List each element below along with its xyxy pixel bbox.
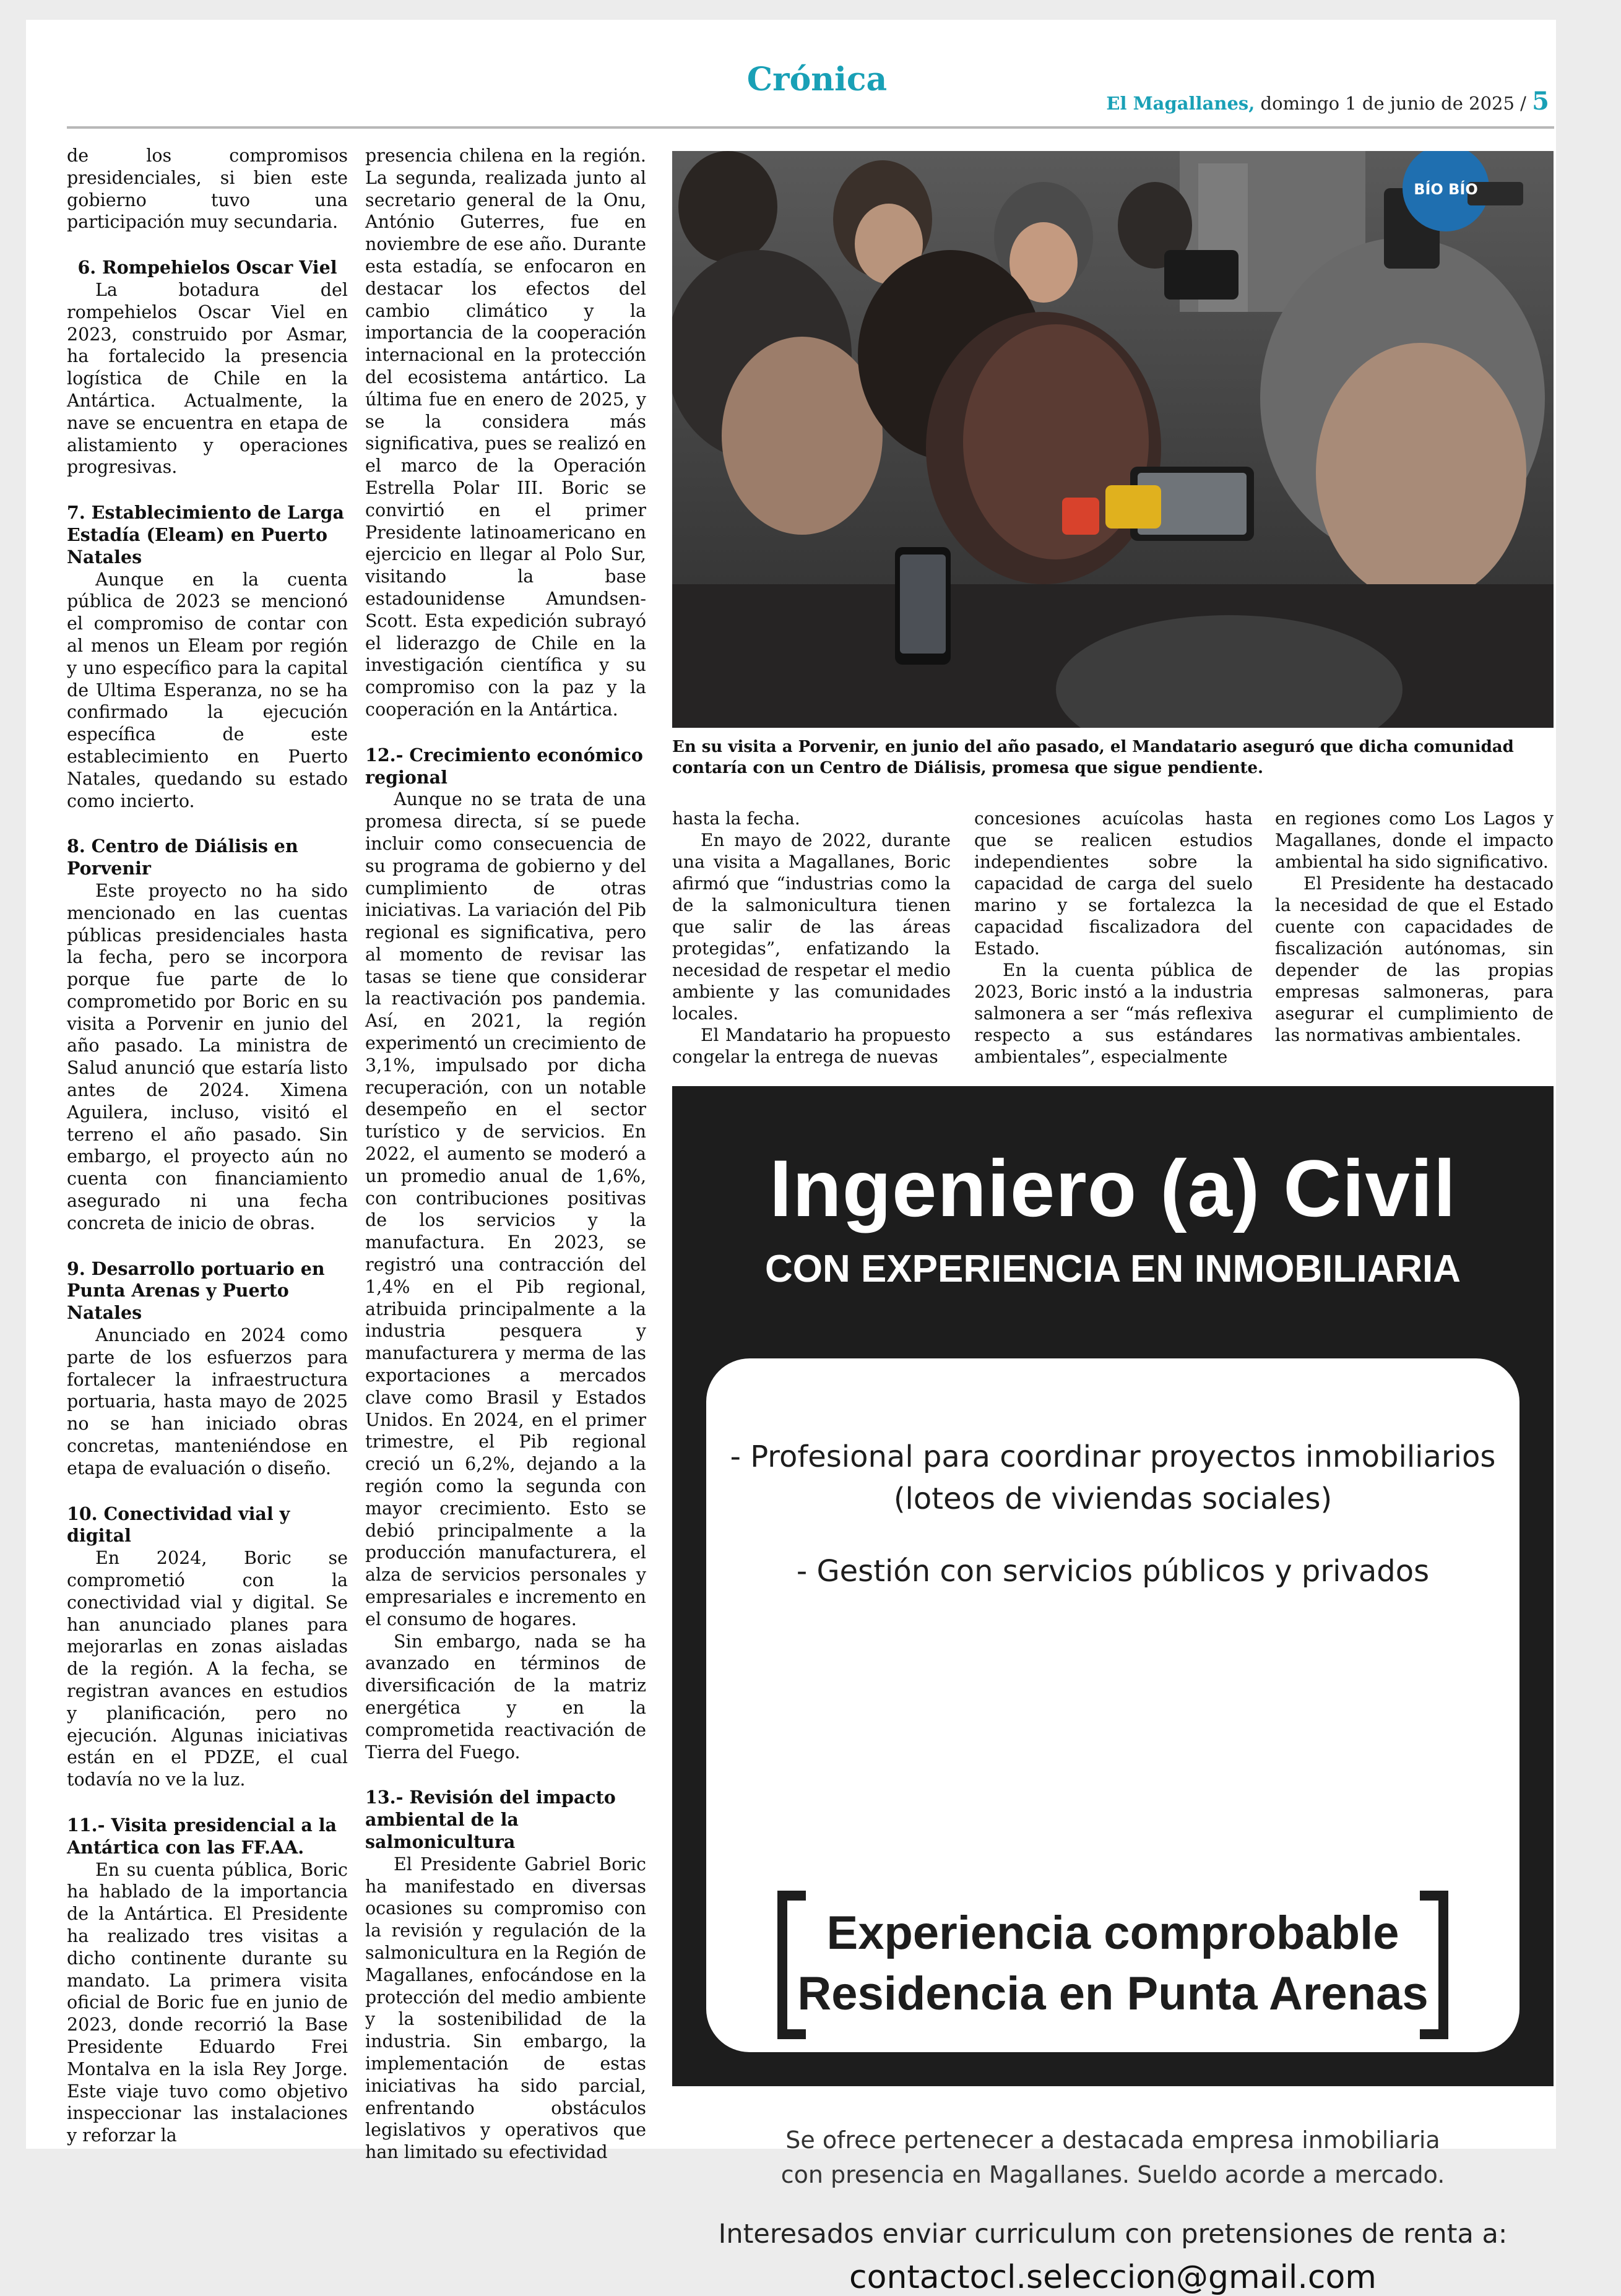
paragraph: En 2024, Boric se comprometió con la conectividad vial y digital. Se han anunciado planes para mejorarlas en zonas aisladas de la región. A la fecha, se registran avances en estudios y planificación, pero no ejecución. Algunas iniciativas están en el PDZE, el cual todavía no ve la luz. [67,1548,348,1790]
ad-contact-email[interactable]: contactocl.seleccion@gmail.com [849,2259,1377,2296]
article-column-2 [365,145,646,2164]
masthead [1106,87,1549,116]
ad-offer [706,2123,1519,2192]
article-column-5 [1275,808,1554,1046]
paragraph: hasta la fecha. [672,808,800,829]
header-rule [67,126,1554,129]
section-title: Crónica [746,61,888,98]
paragraph: Sin embargo, nada se ha avanzado en términos de diversificación de la matriz energética y en la comprometida reactivación de Tierra del Fuego. [365,1631,646,1763]
paragraph: En su cuenta pública, Boric ha hablado de la importancia de la Antártica. El Presidente ha realizado tres visitas a dicho continente durante su mandato. La primera visita oficial de Boric fue en junio de 2023, donde recorrió la Base Presidente Eduardo Frei Montalva en la isla Rey Jorge. Este viaje tuvo como objetivo inspeccionar las instalaciones y reforzar la [67,1859,348,2146]
photo-caption: En su visita a Porvenir, en junio del año pasado, el Mandatario aseguró que dicha comunidad contaría con un Centro de Diálisis, promesa que sigue pendiente. [672,738,1514,777]
ad-details-box [706,1358,1519,2296]
paragraph: El Presidente Gabriel Boric ha manifestado en diversas ocasiones su compromiso con la revisión y regulación de la salmonicultura en la Región de Magallanes, enfocándose en la protección del medio ambiente y la sostenibilidad de la industria. Sin embargo, la implementación de estas iniciativas ha sido parcial, enfrentando obstáculos legislativos y operativos que han limitado su efectividad [365,1854,646,2163]
paragraph: La botadura del rompehielos Oscar Viel en 2023, construido por Asmar, ha fortalecido la presencia logística de Chile en la Antártica. Actualmente, la nave se encuentra en etapa de alistamiento y operaciones progresivas. [67,279,348,478]
paragraph: concesiones acuícolas hasta que se realicen estudios independientes sobre la capacidad de carga del suelo marino y se fortalezca la capacidad fiscalizadora del Estado. [974,808,1253,959]
ad-bullet: - Profesional para coordinar proyectos inmobiliarios [730,1439,1496,1474]
ad-bullet-continuation: (loteos de viviendas sociales) [893,1482,1333,1516]
subheading-rompehielos: 6. Rompehielos Oscar Viel [77,257,337,278]
ad-offer-line: con presencia en Magallanes. Sueldo acorde a mercado. [780,2161,1445,2188]
paragraph: El Mandatario ha propuesto congelar la entrega de nuevas [672,1025,951,1067]
ad-bullet: - Gestión con servicios públicos y privados [796,1554,1430,1589]
paragraph: Anunciado en 2024 como parte de los esfuerzos para fortalecer la infraestructura portuaria, hasta mayo de 2025 no se han iniciado obras concretas, manteniéndose en etapa de evaluación o diseño. [67,1325,348,1478]
subheading-conectividad: 10. Conectividad vial y digital [67,1503,290,1547]
ad-subtitle: CON EXPERIENCIA EN INMOBILIARIA [764,1248,1461,1290]
ad-offer-line: Se ofrece pertenecer a destacada empresa inmobiliaria [785,2126,1440,2154]
crowd-photo-illustration [672,151,1554,728]
paragraph: Este proyecto no ha sido mencionado en las cuentas públicas presidenciales hasta la fecha, pero se incorpora porque fue parte de lo comprometido por Boric en su visita a Porvenir en junio del año pasado. La ministra de Salud anunció que estaría listo antes de 2024. Ximena Aguilera, incluso, visitó el terreno el año pasado. Sin embargo, el proyecto aún no cuenta con financiamiento asegurado ni una fecha concreta de inicio de obras. [67,880,348,1233]
paragraph: Aunque no se trata de una promesa directa, sí se puede incluir como consecuencia de su programa de gobierno y del cumplimiento de otras iniciativas. La variación del Pib regional es significativa, pero al momento de revisar las tasas se tiene que considerar la reactivación pos pandemia. Así, en 2021, la región experimentó un crecimiento de 3,1%, impulsado por dicha recuperación, con un notable desempeño en el sector turístico y de servicios. En 2022, el aumento se moderó a un promedio anual de 1,6%, con contribuciones positivas de los servicios y la manufactura. En 2023, se registró una contracción del 1,4% en el Pib regional, atribuida principalmente a la industria pesquera y manufacturera y merma de las exportaciones a mercados clave como Brasil y Estados Unidos. En 2024, en el primer trimestre, el Pib regional creció un 6,2%, dejando a la región como la segunda con mayor crecimiento. Esto se debió principalmente a la producción manufacturera, el alza de servicios personales y empresariales e incremento en el consumo de hogares. [365,789,646,1629]
subheading-salmonicultura: 13.- Revisión del impacto ambiental de la salmonicultura [365,1787,616,1852]
article-column-4 [974,808,1253,1068]
paragraph: En mayo de 2022, durante una visita a Magallanes, Boric afirmó que “industrias como la de la salmonicultura tienen que salir de las áreas protegidas”, enfatizando la necesidad de respetar el medio ambiente y las comunidades locales. [672,830,951,1024]
ad-requirement-list [706,1436,1519,1520]
page-number: 5 [1532,87,1549,116]
ad-instructions: Interesados enviar curriculum con pretensiones de renta a: [718,2219,1508,2250]
subheading-portuario: 9. Desarrollo portuario en Punta Arenas y Puerto Natales [67,1258,325,1324]
ad-title: Ingeniero (a) Civil [769,1143,1456,1233]
subheading-dialisis: 8. Centro de Diálisis en Porvenir [67,835,298,879]
article-column-1 [67,145,348,2147]
paper-name: El Magallanes, [1106,93,1255,114]
mic-flag-label: BÍO BÍO [1414,181,1478,198]
paragraph: presencia chilena en la región. La segunda, realizada junto al secretario general de la Onu, António Guterres, fue en noviembre de ese año. Durante esta estadía, se enfocaron en destacar los efectos del cambio climático y la importancia de la cooperación internacional en la protección del ecosistema antártico. La última fue en enero de 2025, y se la considera más significativa, pues se realizó en el marco de la Operación Estrella Polar III. Boric se convirtió en el primer Presidente latinoamericano en ejercicio en llegar al Polo Sur, visitando la base estadounidense Amundsen-Scott. Esta expedición subrayó el liderazgo de Chile en la investigación científica y su compromiso con la paz y la cooperación en la Antártica. [365,145,646,720]
news-photo [672,151,1554,728]
subheading-crecimiento: 12.- Crecimiento económico regional [365,744,643,788]
article-column-3 [672,808,951,1068]
subheading-eleam: 7. Establecimiento de Larga Estadía (Eleam) en Puerto Natales [67,502,344,568]
ad-requirement: Experiencia comprobable [826,1907,1399,1959]
paragraph: En la cuenta pública de 2023, Boric instó a la industria salmonera a ser “más reflexiva respecto a sus estándares ambientales”, especialmente [974,960,1253,1067]
paragraph: El Presidente ha destacado la necesidad de que el Estado cuente con capacidades de fiscalización autónomas, sin depender de las propias empresas salmoneras, para asegurar el cumplimiento de las normativas ambientales. [1275,873,1554,1045]
subheading-antartica: 11.- Visita presidencial a la Antártica con las FF.AA. [67,1814,337,1858]
ad-key-requirements [706,1903,1519,2024]
masthead-separator: / [1520,93,1526,114]
job-advertisement [672,1086,1554,2296]
paragraph: Aunque en la cuenta pública de 2023 se mencionó el compromiso de contar con al menos un Eleam por región y uno específico para la capital de Ultima Esperanza, no se ha confirmado la ejecución específica de este establecimiento en Puerto Natales, quedando su estado como incierto. [67,569,348,811]
issue-date: domingo 1 de junio de 2025 [1260,93,1515,114]
paragraph: en regiones como Los Lagos y Magallanes, donde el impacto ambiental ha sido significativo. [1275,808,1554,872]
paragraph: de los compromisos presidenciales, si bien este gobierno tuvo una participación muy secundaria. [67,145,348,233]
ad-requirement: Residencia en Punta Arenas [797,1967,1429,2020]
